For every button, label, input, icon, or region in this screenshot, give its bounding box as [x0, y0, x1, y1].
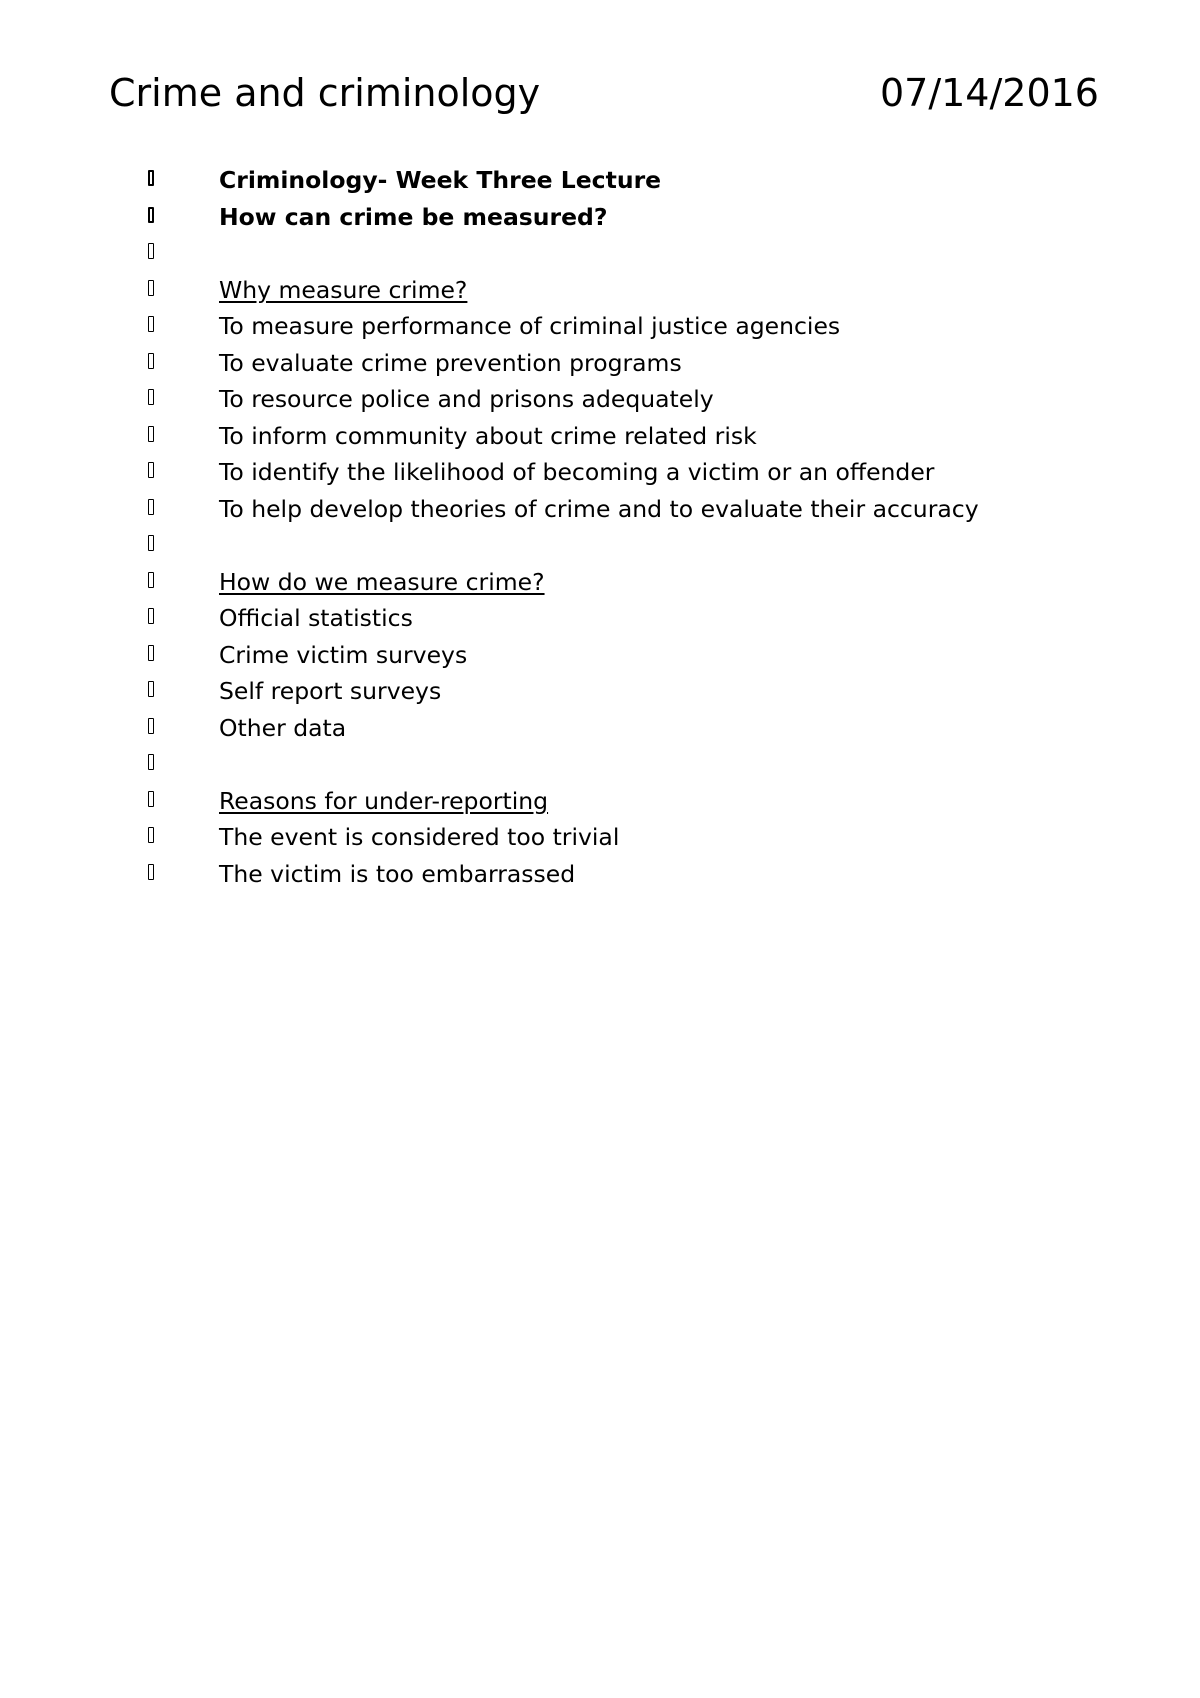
- outline-text: To help develop theories of crime and to evaluate their accuracy: [219, 494, 979, 523]
- outline-item: [0, 203, 1200, 240]
- outline-item: [0, 495, 1200, 532]
- bullet-icon: [148, 316, 154, 332]
- outline-text: To evaluate crime prevention programs: [219, 348, 682, 377]
- bullet-icon: [148, 864, 154, 880]
- outline-item: [0, 385, 1200, 422]
- bullet-icon: [148, 426, 154, 442]
- outline-text: The victim is too embarrassed: [219, 859, 576, 888]
- outline-item: [0, 531, 1200, 568]
- bullet-icon: [148, 681, 154, 697]
- outline-item: [0, 349, 1200, 386]
- bullet-icon: [148, 645, 154, 661]
- bullet-icon: [148, 499, 154, 515]
- outline-text: To measure performance of criminal justice agencies: [219, 312, 841, 340]
- outline-item: [0, 604, 1200, 641]
- outline-text: To identify the likelihood of becoming a victim or an offender: [219, 458, 935, 486]
- bullet-icon: [148, 280, 154, 296]
- bullet-icon: [148, 827, 154, 843]
- outline-item: [0, 312, 1200, 349]
- bullet-icon: [148, 389, 154, 405]
- bullet-icon: [148, 754, 154, 770]
- outline-item: [0, 860, 1200, 897]
- outline-text: To inform community about crime related risk: [219, 421, 757, 450]
- outline-item: [0, 568, 1200, 605]
- document-header: [109, 68, 1099, 118]
- outline-item: [0, 422, 1200, 459]
- outline-item: [0, 166, 1200, 203]
- bullet-icon: [148, 572, 154, 588]
- outline-text: To resource police and prisons adequately: [219, 385, 714, 413]
- outline-text: Self report surveys: [219, 677, 442, 705]
- outline-item: [0, 750, 1200, 787]
- bullet-icon: [148, 791, 154, 807]
- bullet-icon: [148, 718, 154, 734]
- outline-item: [0, 714, 1200, 751]
- outline-list: [0, 166, 1200, 896]
- outline-item: [0, 276, 1200, 313]
- document-date: 07/14/2016: [879, 71, 1099, 115]
- outline-heading: Why measure crime?: [219, 275, 468, 304]
- bullet-icon: [148, 462, 154, 478]
- outline-text: Official statistics: [219, 604, 413, 632]
- outline-text: Other data: [219, 713, 347, 742]
- document-title: Crime and criminology: [109, 71, 541, 115]
- outline-item: [0, 458, 1200, 495]
- outline-item: [0, 823, 1200, 860]
- bullet-icon: [148, 353, 154, 369]
- outline-heading: How do we measure crime?: [219, 567, 545, 596]
- outline-item: [0, 677, 1200, 714]
- outline-heading: Reasons for under-reporting: [219, 786, 549, 815]
- bullet-icon: [148, 243, 154, 259]
- outline-text: How can crime be measured?: [219, 202, 608, 231]
- bullet-icon: [148, 207, 154, 223]
- outline-text: Criminology- Week Three Lecture: [219, 166, 662, 194]
- outline-text: The event is considered too trivial: [219, 823, 620, 851]
- outline-text: Crime victim surveys: [219, 640, 468, 669]
- bullet-icon: [148, 608, 154, 624]
- outline-item: [0, 239, 1200, 276]
- outline-item: [0, 787, 1200, 824]
- bullet-icon: [148, 535, 154, 551]
- bullet-icon: [148, 170, 154, 186]
- outline-item: [0, 641, 1200, 678]
